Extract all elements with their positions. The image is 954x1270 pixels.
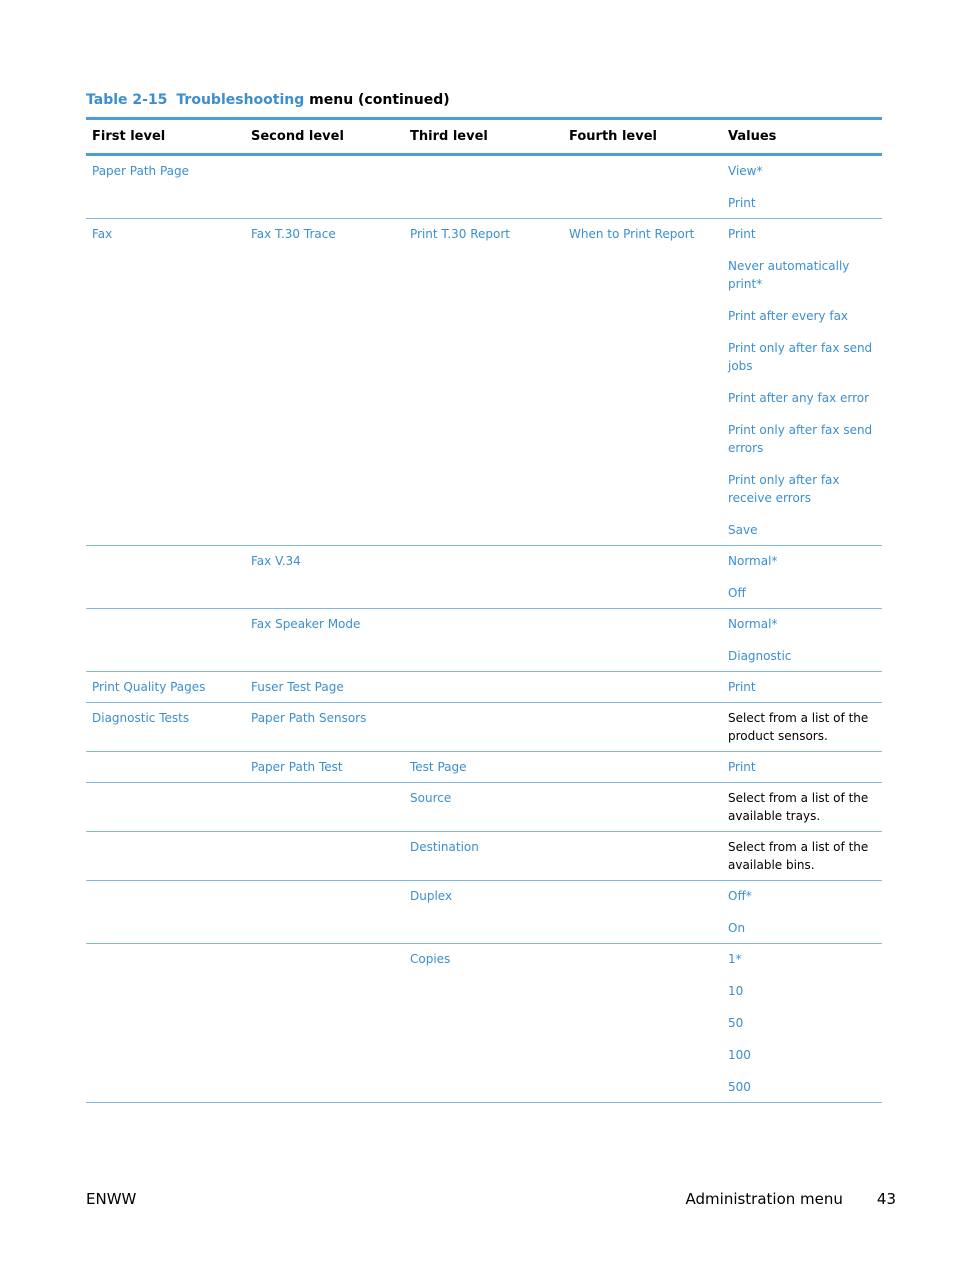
- values-list: [728, 789, 876, 825]
- value-option: Print after every fax: [728, 309, 849, 323]
- value-option: Normal*: [728, 554, 778, 568]
- cell-values: [722, 783, 882, 832]
- value-option: 100: [728, 1048, 751, 1062]
- cell-third-level: [404, 672, 563, 703]
- menu-item-third-level: Duplex: [410, 889, 453, 903]
- values-list: [728, 758, 876, 776]
- value-option: Off: [728, 586, 746, 600]
- value-option: Off*: [728, 889, 752, 903]
- cell-second-level: [245, 219, 404, 546]
- value-option: Print: [728, 227, 756, 241]
- cell-third-level: [404, 832, 563, 881]
- table-body: [86, 155, 882, 1103]
- value-option: Print only after fax send jobs: [728, 341, 873, 373]
- header-third-level: Third level: [404, 119, 563, 155]
- value-option: Normal*: [728, 617, 778, 631]
- menu-item-third-level: Destination: [410, 840, 479, 854]
- values-list: [728, 887, 876, 937]
- value-option: Diagnostic: [728, 649, 792, 663]
- cell-fourth-level: [563, 944, 722, 1103]
- cell-first-level: [86, 155, 245, 219]
- cell-first-level: [86, 832, 245, 881]
- cell-third-level: [404, 546, 563, 609]
- cell-values: [722, 703, 882, 752]
- value-option: 1*: [728, 952, 742, 966]
- cell-fourth-level: [563, 155, 722, 219]
- cell-second-level: [245, 752, 404, 783]
- table-row: [86, 703, 882, 752]
- value-option: Print only after fax receive errors: [728, 473, 840, 505]
- cell-values: [722, 881, 882, 944]
- cell-fourth-level: [563, 546, 722, 609]
- cell-first-level: [86, 219, 245, 546]
- cell-second-level: [245, 609, 404, 672]
- cell-second-level: [245, 944, 404, 1103]
- menu-item-third-level: Print T.30 Report: [410, 227, 511, 241]
- cell-fourth-level: [563, 609, 722, 672]
- cell-second-level: [245, 881, 404, 944]
- cell-second-level: [245, 672, 404, 703]
- menu-item-second-level: Fax Speaker Mode: [251, 617, 361, 631]
- table-row: [86, 219, 882, 546]
- cell-third-level: [404, 944, 563, 1103]
- value-option: Select from a list of the product sensors.: [728, 711, 869, 743]
- cell-values: [722, 832, 882, 881]
- table-row: [86, 155, 882, 219]
- value-option: Print: [728, 760, 756, 774]
- cell-values: [722, 219, 882, 546]
- table-row: [86, 944, 882, 1103]
- cell-second-level: [245, 832, 404, 881]
- cell-third-level: [404, 783, 563, 832]
- value-option: 500: [728, 1080, 751, 1094]
- table-row: [86, 832, 882, 881]
- menu-item-second-level: Fax V.34: [251, 554, 301, 568]
- cell-fourth-level: [563, 672, 722, 703]
- table-row: [86, 752, 882, 783]
- cell-values: [722, 752, 882, 783]
- cell-first-level: [86, 703, 245, 752]
- menu-item-second-level: Paper Path Sensors: [251, 711, 367, 725]
- values-list: [728, 615, 876, 665]
- value-option: Print only after fax send errors: [728, 423, 873, 455]
- cell-second-level: [245, 546, 404, 609]
- cell-first-level: [86, 881, 245, 944]
- value-option: 50: [728, 1016, 744, 1030]
- cell-fourth-level: [563, 219, 722, 546]
- value-option: Save: [728, 523, 758, 537]
- cell-first-level: [86, 752, 245, 783]
- cell-fourth-level: [563, 881, 722, 944]
- value-option: View*: [728, 164, 763, 178]
- footer-left: ENWW: [86, 1190, 137, 1208]
- footer-section: Administration menu: [685, 1190, 843, 1208]
- table-row: [86, 609, 882, 672]
- menu-item-first-level: Print Quality Pages: [92, 680, 206, 694]
- menu-item-second-level: Paper Path Test: [251, 760, 343, 774]
- cell-fourth-level: [563, 752, 722, 783]
- caption-suffix: menu (continued): [309, 92, 450, 108]
- values-list: [728, 838, 876, 874]
- cell-first-level: [86, 609, 245, 672]
- cell-third-level: [404, 219, 563, 546]
- cell-third-level: [404, 881, 563, 944]
- cell-third-level: [404, 155, 563, 219]
- cell-second-level: [245, 703, 404, 752]
- cell-second-level: [245, 155, 404, 219]
- table-row: [86, 783, 882, 832]
- cell-fourth-level: [563, 703, 722, 752]
- menu-item-second-level: Fax T.30 Trace: [251, 227, 336, 241]
- header-fourth-level: Fourth level: [563, 119, 722, 155]
- cell-first-level: [86, 783, 245, 832]
- menu-item-fourth-level: When to Print Report: [569, 227, 695, 241]
- value-option: Print: [728, 196, 756, 210]
- cell-values: [722, 546, 882, 609]
- menu-item-second-level: Fuser Test Page: [251, 680, 344, 694]
- table-caption: [86, 92, 450, 108]
- cell-third-level: [404, 609, 563, 672]
- value-option: Never automatically print*: [728, 259, 850, 291]
- cell-fourth-level: [563, 783, 722, 832]
- cell-third-level: [404, 752, 563, 783]
- menu-item-third-level: Copies: [410, 952, 451, 966]
- page-number: 43: [876, 1190, 896, 1208]
- menu-item-third-level: Test Page: [410, 760, 467, 774]
- values-list: [728, 552, 876, 602]
- values-list: [728, 709, 876, 745]
- value-option: On: [728, 921, 746, 935]
- cell-values: [722, 672, 882, 703]
- header-second-level: Second level: [245, 119, 404, 155]
- values-list: [728, 162, 876, 212]
- values-list: [728, 678, 876, 696]
- table-row: [86, 881, 882, 944]
- value-option: Print: [728, 680, 756, 694]
- header-values: Values: [722, 119, 882, 155]
- values-list: [728, 950, 876, 1096]
- menu-name: Troubleshooting: [176, 92, 305, 108]
- cell-values: [722, 609, 882, 672]
- value-option: Select from a list of the available trays.: [728, 791, 869, 823]
- header-row: [86, 119, 882, 155]
- value-option: 10: [728, 984, 744, 998]
- troubleshooting-menu-table: [86, 117, 882, 1103]
- cell-third-level: [404, 703, 563, 752]
- cell-values: [722, 155, 882, 219]
- cell-values: [722, 944, 882, 1103]
- values-list: [728, 225, 876, 539]
- cell-second-level: [245, 783, 404, 832]
- menu-item-third-level: Source: [410, 791, 452, 805]
- header-first-level: First level: [86, 119, 245, 155]
- value-option: Select from a list of the available bins.: [728, 840, 869, 872]
- menu-item-first-level: Paper Path Page: [92, 164, 190, 178]
- footer-right: [686, 1190, 896, 1208]
- table-row: [86, 672, 882, 703]
- cell-fourth-level: [563, 832, 722, 881]
- menu-item-first-level: Fax: [92, 227, 113, 241]
- cell-first-level: [86, 672, 245, 703]
- value-option: Print after any fax error: [728, 391, 870, 405]
- cell-first-level: [86, 944, 245, 1103]
- table-row: [86, 546, 882, 609]
- table-number: Table 2-15: [86, 92, 168, 108]
- menu-item-first-level: Diagnostic Tests: [92, 711, 190, 725]
- cell-first-level: [86, 546, 245, 609]
